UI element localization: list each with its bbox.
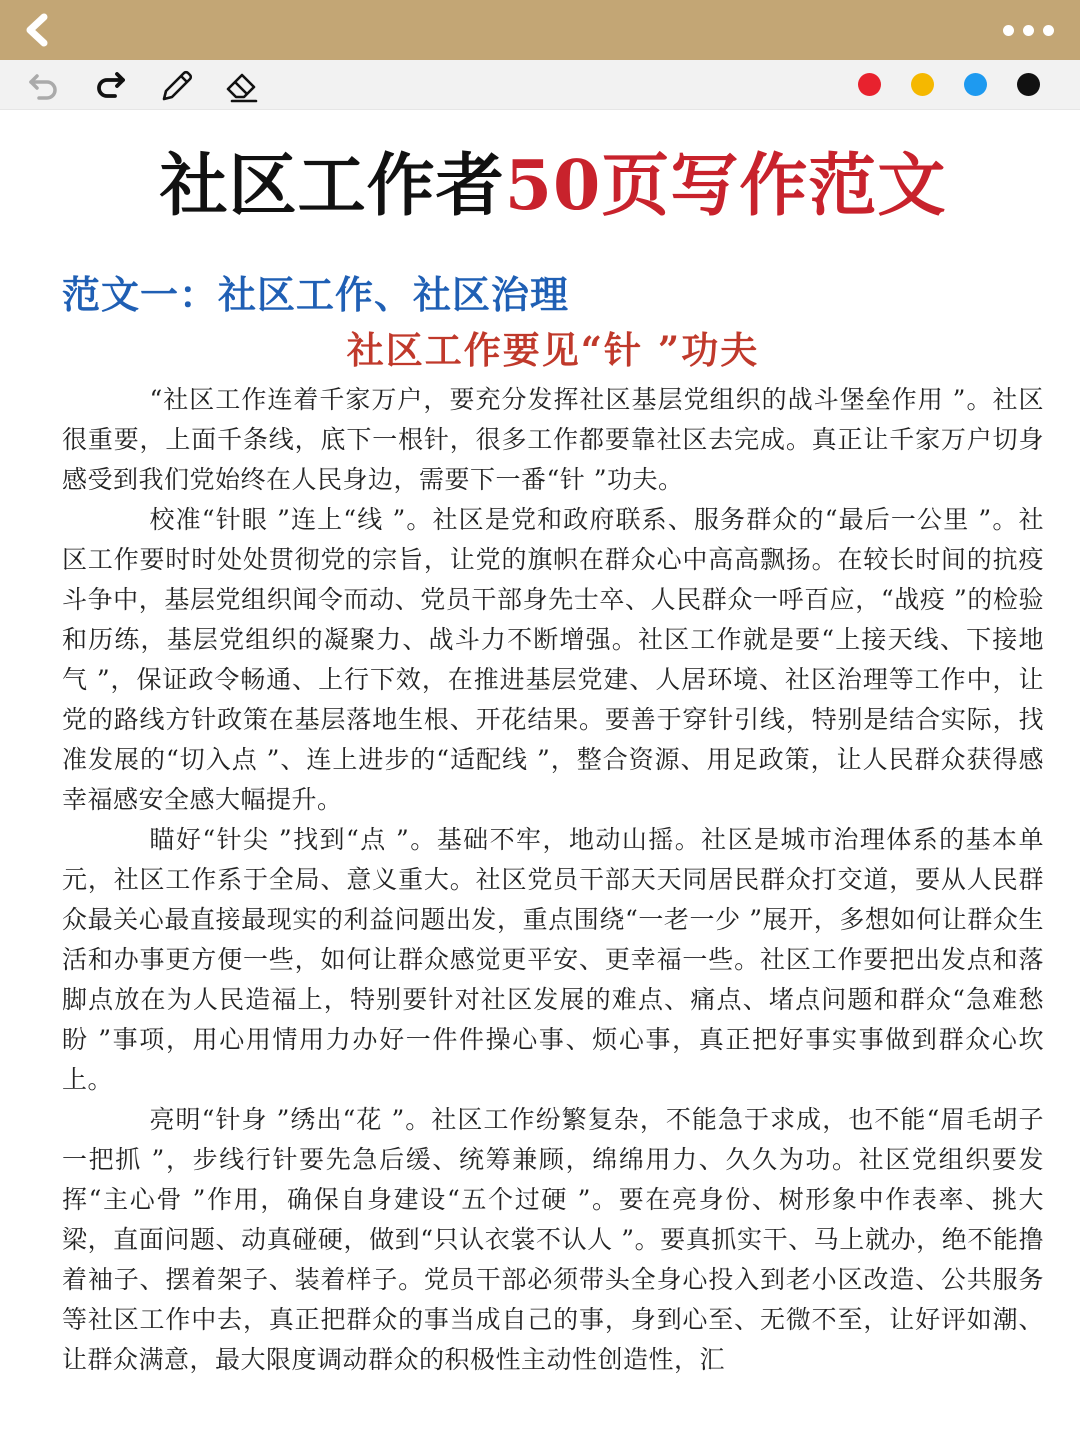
pen-button[interactable]	[154, 63, 198, 107]
page-title-main: 社区工作者	[159, 146, 505, 226]
article-title: 社区工作要见“针 ”功夫	[346, 328, 760, 372]
page-title	[62, 144, 1044, 228]
more-dots-icon	[1043, 25, 1054, 36]
annotation-toolbar	[0, 60, 1080, 110]
color-swatch-yellow[interactable]	[911, 73, 934, 96]
section-heading: 范文一：社区工作、社区治理	[62, 272, 570, 317]
more-dots-icon	[1023, 25, 1034, 36]
document-page	[0, 144, 1080, 1380]
paragraph: 亮明“针身 ”绣出“花 ”。社区工作纷繁复杂，不能急于求成，也不能“眉毛胡子一把抓 ”，步线行针要先急后缓、统筹兼顾，绵绵用力、久久为功。社区党组织要发挥“主心骨 ”作用，确保自身建设“五个过硬 ”。要在亮身份、树形象中作表率、挑大梁，直面问题、动真碰硬，做到“只认衣裳不认人 ”。要真抓实干、马上就办，绝不能撸着袖子、摆着架子、装着样子。党员干部必须带头全身心投入到老小区改造、公共服务等社区工作中去，真正把群众的事当成自己的事，身到心至、无微不至，让好评如潮、让群众满意，最大限度调动群众的积极性主动性创造性，汇	[62, 1105, 1044, 1374]
undo-icon	[27, 70, 61, 100]
eraser-icon	[222, 65, 262, 105]
eraser-button[interactable]	[220, 63, 264, 107]
article-body	[62, 380, 1044, 1380]
more-options-button[interactable]	[1003, 15, 1054, 46]
page-title-highlight: 50页写作范文	[504, 146, 947, 226]
paragraph: “社区工作连着千家万户，要充分发挥社区基层党组织的战斗堡垒作用 ”。社区很重要，上面千条线，底下一根针，很多工作都要靠社区去完成。真正让千家万户切身感受到我们党始终在人民身边，需要下一番“针 ”功夫。	[62, 385, 1044, 494]
paragraph: 校准“针眼 ”连上“线 ”。社区是党和政府联系、服务群众的“最后一公里 ”。社区工作要时时处处贯彻党的宗旨，让党的旗帜在群众心中高高飘扬。在较长时间的抗疫斗争中，基层党组织闻令而动、党员干部身先士卒、人民群众一呼百应，“战疫 ”的检验和历练，基层党组织的凝聚力、战斗力不断增强。社区工作就是要“上接天线、下接地气 ”，保证政令畅通、上行下效，在推进基层党建、人居环境、社区治理等工作中，让党的路线方针政策在基层落地生根、开花结果。要善于穿针引线，特别是结合实际，找准发展的“切入点 ”、连上进步的“适配线 ”，整合资源、用足政策，让人民群众获得感幸福感安全感大幅提升。	[62, 505, 1044, 814]
pen-icon	[156, 65, 196, 105]
redo-button[interactable]	[88, 63, 132, 107]
top-bar	[0, 0, 1080, 60]
undo-button[interactable]	[22, 63, 66, 107]
more-dots-icon	[1003, 25, 1014, 36]
paragraph: 瞄好“针尖 ”找到“点 ”。基础不牢，地动山摇。社区是城市治理体系的基本单元，社区工作系于全局、意义重大。社区党员干部天天同居民群众打交道，要从人民群众最关心最直接最现实的利益问题出发，重点围绕“一老一少 ”展开，多想如何让群众生活和办事更方便一些，如何让群众感觉更平安、更幸福一些。社区工作要把出发点和落脚点放在为人民造福上，特别要针对社区发展的难点、痛点、堵点问题和群众“急难愁盼 ”事项，用心用情用力办好一件件操心事、烦心事，真正把好事实事做到群众心坎上。	[62, 825, 1044, 1094]
color-swatch-red[interactable]	[858, 73, 881, 96]
back-button[interactable]	[22, 10, 62, 50]
color-swatch-blue[interactable]	[964, 73, 987, 96]
redo-icon	[93, 70, 127, 100]
color-swatch-black[interactable]	[1017, 73, 1040, 96]
chevron-left-icon	[22, 13, 50, 47]
